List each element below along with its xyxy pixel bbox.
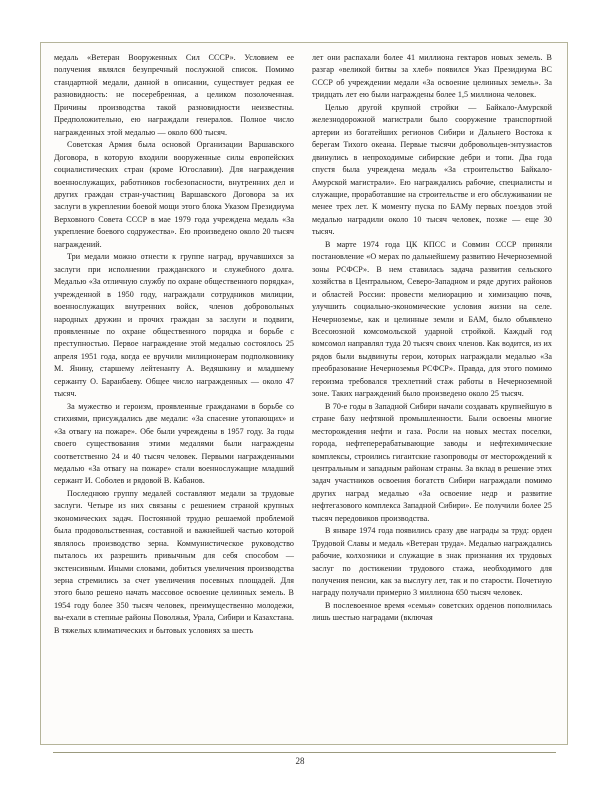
footer-divider <box>53 752 556 753</box>
paragraph: В послевоенное время «семья» советских орденов пополнилась лишь шестью наградами (включая <box>312 600 552 623</box>
paragraph: В марте 1974 года ЦК КПСС и Совмин СССР приняли постановление «О мерах по дальнейшему развитию Нечерноземной зоны РСФСР». В нем ставилась задача развития сельского хозяйства в Центральном, Северо-Западном и ряде других районов и областей России: провести мелиорацию и химизацию почв, улучшить социально-экономические условия жизни на селе. Нечерноземье, как и целинные земли и БАМ, было объявлено Всесоюзной комсомольской ударной стройкой. Каждый год комсомол направлял туда 20 тысяч своих членов. Как водится, из их рядов были выдвинуты герои, которых награждали медалью «За преобразование Нечерноземья РСФСР». Правда, для этого помимо героизма требовался трехлетний стаж работы в Нечерноземной зоне. Таких награждений было произведено около 25 тысяч. <box>312 239 552 399</box>
paragraph: Последнюю группу медалей составляют медали за трудовые заслуги. Четыре из них связаны с решением страной крупных экономических задач. Постоянной трудно решаемой проблемой была продовольственная, составной и важнейшей частью которой являлось производство зерна. Коммунистическое руководство пыталось их разрешить привычным для себя способом — экстенсивным. Иными словами, добиться увеличения производства зерна стремились за счет увеличения посевных площадей. Для этого было решено начать массовое освоение целинных земель. В 1954 году более 350 тысяч человек, преимущественно молодежи, вы-ехали в степные районы Поволжья, Урала, Сибири и Казахстана. В тяжелых климатических и бытовых условиях за шесть <box>54 488 294 635</box>
paragraph: лет они распахали более 41 миллиона гектаров новых земель. В разгар «великой битвы за хлеб» появился Указ Президиума ВС СССР об учреждении медали «За освоение целинных земель». За тридцать лет ею были награждены более 1,5 миллиона человек. <box>312 53 552 100</box>
paragraph: Три медали можно отнести к группе наград, вручавшихся за заслуги при исполнении гражданского и служебного долга. Медалью «За отличную службу по охране общественного порядка», учрежденной в 1950 году, награждали сотрудников милиции, военнослужащих внутренних войск, членов добровольных народных дружин и прочих граждан за заслуги и подвиги, проявленные по охране общественного порядка и борьбе с преступностью. Первое награждение этой медалью состоялось 25 апреля 1951 года, когда ее вручили милиционерам подполковнику М. Янину, старшему лейтенанту А. Ведяшкину и младшему сержанту О. Баранбаеву. Общее число награжденных — около 47 тысяч. <box>54 252 294 399</box>
paragraph: Целью другой крупной стройки — Байкало-Амурской железнодорожной магистрали было сооружение транспортной артерии из богатейших регионов Сибири и Дальнего Востока к берегам Тихого океана. Первые тысячи добровольцев-энтузиастов двинулись в непроходимые сибирские дебри и топи. Два года спустя была учреждена медаль «За строительство Байкало-Амурской магистрали». Ею награждались рабочие, специалисты и служащие, проработавшие на строительстве и его обслуживании не менее трех лет. К моменту пуска по БАМу первых поездов этой медалью наградили около 10 тысяч человек, позже — еще 30 тысяч. <box>312 102 552 237</box>
two-column-layout <box>54 52 554 637</box>
left-text-column <box>54 52 294 637</box>
page-content-area <box>41 43 567 744</box>
right-text-column <box>312 52 552 625</box>
paragraph: Советская Армия была основой Организации Варшавского Договора, в которую входили вооруженные силы европейских социалистических стран (кроме Югославии). Для награждения военнослужащих, работников госбезопасности, внутренних дел и других граждан стран-участниц Варшавского Договора за их заслуги в укреплении боевой мощи этого блока Указом Президиума Верховного Совета СССР в мае 1979 года учреждена медаль «За укрепление боевого содружества». Ею произведено около 20 тысяч награждений. <box>54 140 294 249</box>
page-number: 28 <box>295 756 305 766</box>
paragraph: В 70-е годы в Западной Сибири начали создавать крупнейшую в стране базу нефтяной промышленности. Были освоены многие месторождения нефти и газа. Росли на новых местах поселки, города, нефтеперерабатывающие заводы и нефтехимические комплексы, строились гигантские газопроводы от месторождений к центральным и западным районам страны. За вклад в решение этих задач участников освоения богатств Сибири награждали помимо других наград медалью «За освоение недр и развитие нефтегазового комплекса Западной Сибири». Ее получили более 25 тысяч передовиков производства. <box>312 401 552 523</box>
paragraph: За мужество и героизм, проявленные гражданами в борьбе со стихиями, присуждались две медали: «За спасение утопающих» и «За отвагу на пожаре». Обе были учреждены в 1957 году. За годы своего существования этими медалями были награждены соответственно 24 и 40 тысяч человек. Первыми награжденными медалью «За отвагу на пожаре» стали военнослужащие младший сержант И. Соболев и рядовой В. Кабанов. <box>54 401 294 486</box>
paragraph: медаль «Ветеран Вооруженных Сил СССР». Условием ее получения являлся безупречный послужной список. Помимо стандартной медали, данной в описании, существует редкая ее разновидность: не посеребренная, а целиком позолоченная. Причины производства такой разновидности неизвестны. Предположительно, ею награждали генералов. Полное число награжденных этой медалью — около 600 тысяч. <box>54 53 294 137</box>
paragraph: В январе 1974 года появились сразу две награды за труд: орден Трудовой Славы и медаль «Ветеран труда». Медалью награждались рабочие, колхозники и служащие в знак признания их трудовых заслуг по достижении трудового стажа, необходимого для получения пенсии, как за выслугу лет, так и по старости. Почетную награду получали примерно 3 миллиона 650 тысяч человек. <box>312 526 552 598</box>
